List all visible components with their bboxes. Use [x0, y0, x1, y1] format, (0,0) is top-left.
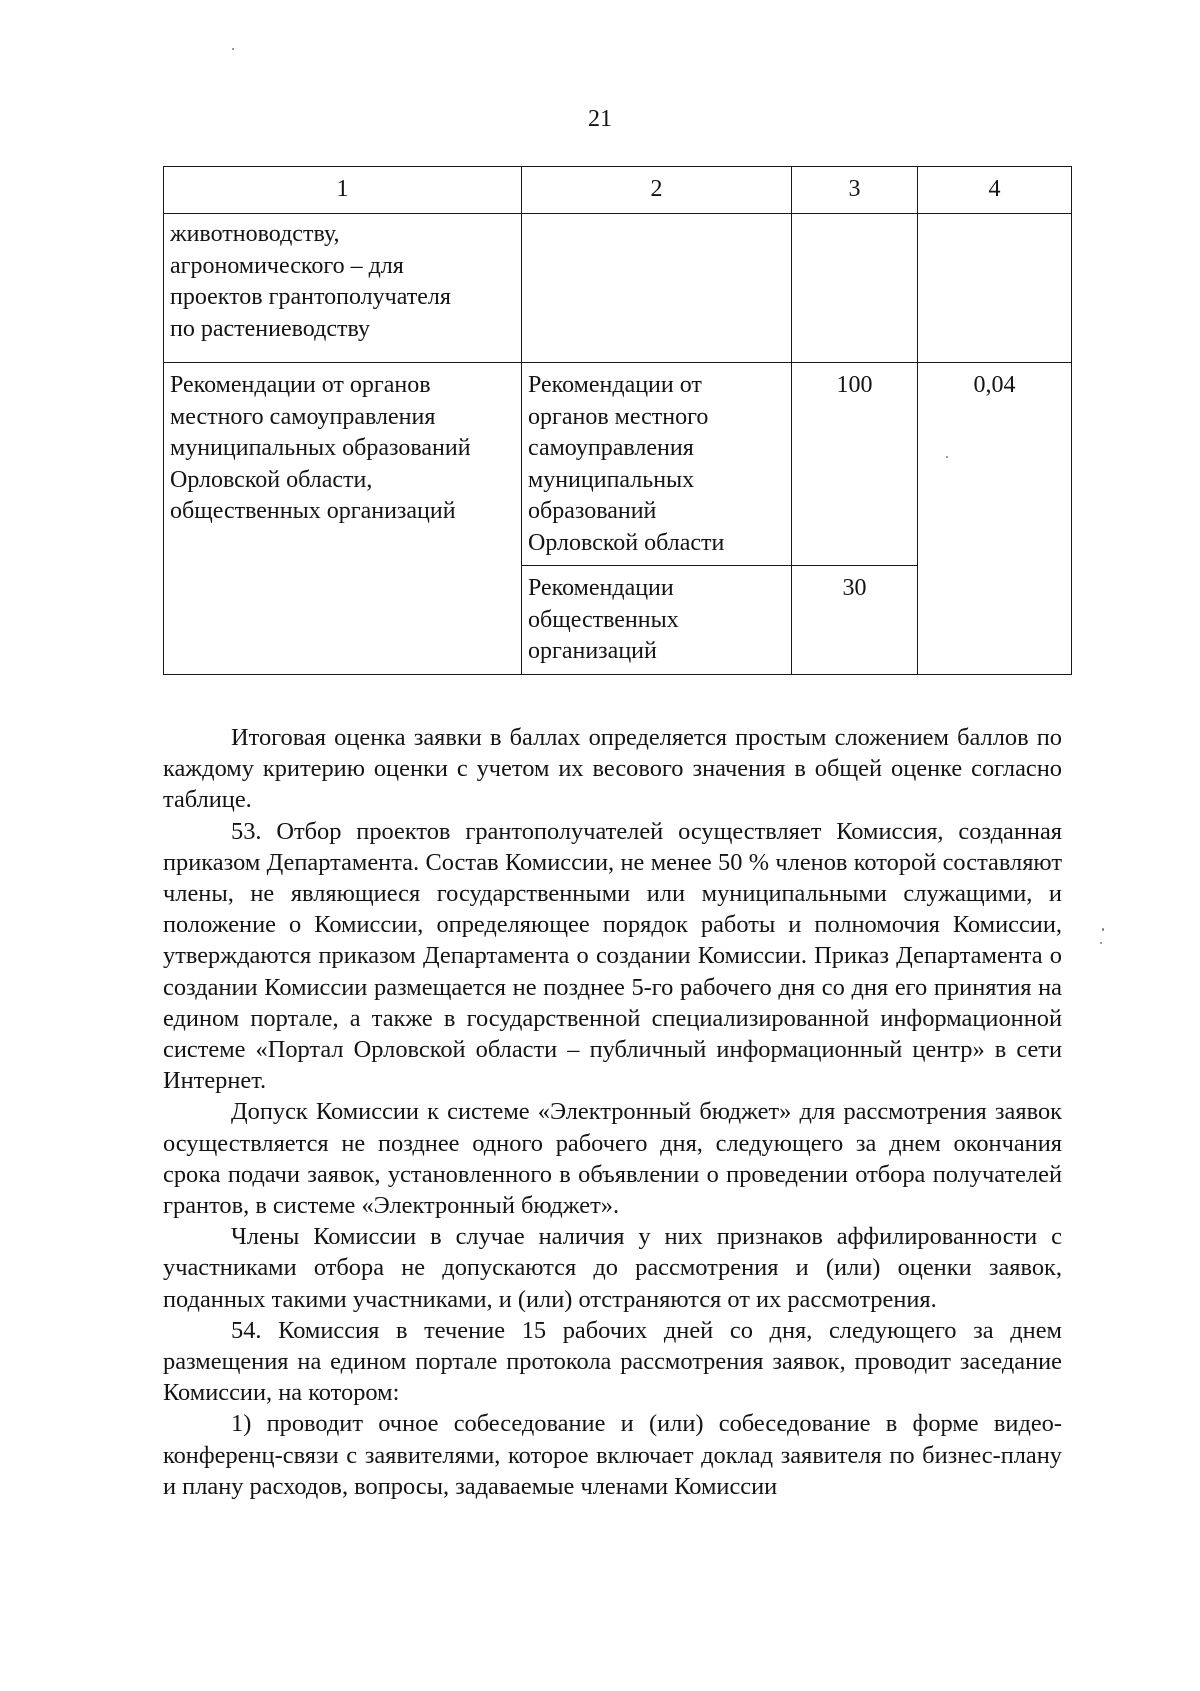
empty-cell	[792, 214, 918, 363]
criterion-cell-continuation	[164, 214, 522, 363]
header-col-2: 2	[522, 167, 792, 214]
document-body	[163, 722, 1062, 1502]
cell-line: организаций	[528, 638, 657, 664]
table-header-row	[164, 167, 1072, 214]
cell-line: Рекомендации от	[528, 372, 702, 398]
cell-line: Орловской области,	[170, 466, 373, 493]
weight-cell-recommendations: 0,04	[918, 363, 1072, 675]
cell-line: органов местного	[528, 403, 709, 430]
paragraph-53: 53. Отбор проектов грантополучателей осуществляет Комиссия, созданная приказом Департамента. Состав Комиссии, не менее 50 % членов которой составляют члены, не являющиеся государственными или муниципальными служащими, и положение о Комиссии, определяющее порядок работы и полномочия Комиссии, утверждаются приказом Департамента о создании Комиссии. Приказ Департамента о создании Комиссии размещается не позднее 5-го рабочего дня со дня его принятия на едином портале, а также в государственной специализированной информационной системе «Портал Орловской области – публичный информационный центр» в сети Интернет.	[163, 817, 1062, 1095]
scan-speck	[1102, 928, 1104, 931]
points-cell-municipal: 100	[792, 363, 918, 566]
paragraph-access: Допуск Комиссии к системе «Электронный бюджет» для рассмотрения заявок осуществляется не позднее одного рабочего дня, следующего за днем окончания срока подачи заявок, установленного в объявлении о проведении отбора получателей грантов, в системе «Электронный бюджет».	[163, 1098, 1062, 1220]
paragraph-affiliation: Члены Комиссии в случае наличия у них признаков аффилированности с участниками отбора не допускаются до рассмотрения и (или) оценки заявок, поданных такими участниками, и (или) отстраняются от их рассмотрения.	[163, 1223, 1062, 1313]
points-cell-public: 30	[792, 566, 918, 675]
table-row-continuation	[164, 214, 1072, 363]
header-col-3: 3	[792, 167, 918, 214]
scan-speck	[1100, 942, 1102, 944]
cell-line: Рекомендации от органов	[170, 372, 431, 398]
cell-line: животноводству,	[170, 221, 340, 247]
table-row-recommendations-municipal	[164, 363, 1072, 566]
paragraph-54: 54. Комиссия в течение 15 рабочих дней со дня, следующего за днем размещения на едином портале протокола рассмотрения заявок, проводит заседание Комиссии, на котором:	[163, 1316, 1062, 1407]
empty-cell	[918, 214, 1072, 363]
cell-line: самоуправления	[528, 435, 694, 461]
header-col-1: 1	[164, 167, 522, 214]
header-col-4: 4	[918, 167, 1072, 214]
cell-line: Рекомендации	[528, 575, 674, 601]
empty-cell	[522, 214, 792, 363]
scan-speck	[946, 456, 948, 458]
cell-line: агрономического – для	[170, 252, 404, 279]
criterion-cell-recommendations	[164, 363, 522, 675]
cell-line: муниципальных	[528, 466, 695, 493]
cell-line: проектов грантополучателя	[170, 284, 451, 310]
paragraph-54-item-1: 1) проводит очное собеседование и (или) собеседование в форме видео-конференц-связи с заявителями, которое включает доклад заявителя по бизнес-плану и плану расходов, вопросы, задаваемые членами Комиссии	[163, 1410, 1062, 1500]
cell-line: общественных	[528, 606, 679, 633]
indicator-cell-public	[522, 566, 792, 675]
cell-line: по растениеводству	[170, 315, 370, 342]
cell-line: общественных организаций	[170, 498, 456, 524]
criteria-table	[163, 166, 1072, 675]
scan-speck	[232, 48, 234, 50]
cell-line: местного самоуправления	[170, 403, 436, 430]
cell-line: образований	[528, 498, 657, 524]
cell-line: муниципальных образований	[170, 435, 471, 461]
paragraph-total-score: Итоговая оценка заявки в баллах определяется простым сложением баллов по каждому критерию оценки с учетом их весового значения в общей оценке согласно таблице.	[163, 724, 1062, 814]
page-number: 21	[588, 106, 612, 132]
cell-line: Орловской области	[528, 529, 725, 556]
indicator-cell-municipal	[522, 363, 792, 566]
